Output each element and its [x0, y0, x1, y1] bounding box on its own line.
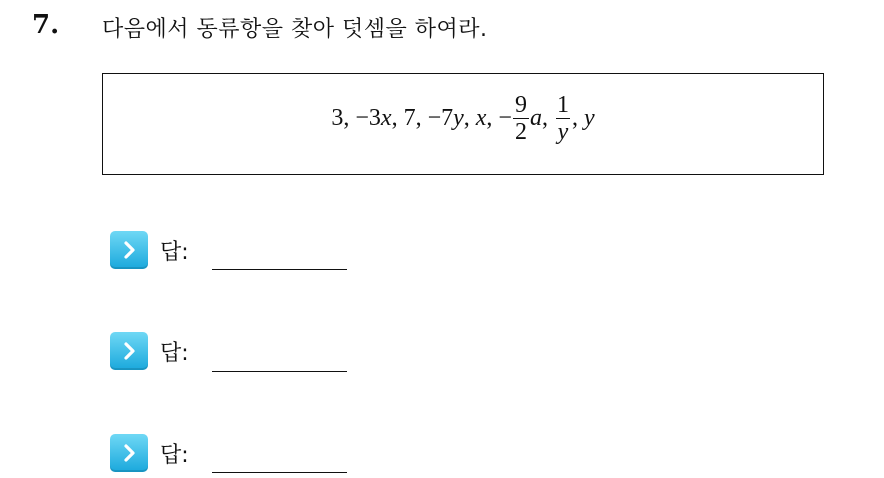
fraction-numerator: 1 [556, 92, 569, 118]
fraction-denominator: 2 [514, 119, 527, 145]
answer-label: 답: [160, 239, 189, 265]
answer-label: 답: [160, 340, 189, 366]
question-number: 7. [32, 10, 60, 40]
answer-blank-1[interactable] [212, 269, 347, 270]
variable: y [583, 105, 595, 131]
question-text: 다음에서 동류항을 찾아 덧셈을 하여라. [102, 17, 488, 42]
term: , − [486, 105, 512, 131]
chevron-right-icon [110, 434, 148, 472]
term: , [571, 105, 584, 131]
answer-row-1 [110, 230, 189, 270]
variable: x [475, 105, 487, 131]
answer-row-2 [110, 331, 189, 371]
variable: a [529, 105, 542, 131]
answer-blank-2[interactable] [212, 371, 347, 372]
answer-row-3 [110, 433, 189, 473]
expression-box [102, 73, 824, 175]
fraction-one-over-y [555, 92, 571, 145]
chevron-right-icon [110, 231, 148, 269]
fraction-numerator: 9 [514, 92, 527, 118]
math-expression [103, 92, 823, 145]
term: , 7, [391, 105, 428, 131]
variable: x [380, 105, 392, 131]
answer-label: 답: [160, 442, 189, 468]
term: , [541, 105, 554, 131]
fraction-nine-halves [513, 92, 529, 145]
term: 3, [331, 105, 356, 131]
variable: y [453, 105, 464, 131]
term: −3 [355, 105, 381, 131]
fraction-denominator: y [557, 119, 569, 145]
term: −7 [427, 105, 454, 131]
chevron-right-icon [110, 332, 148, 370]
term: , [463, 105, 476, 131]
answer-blank-3[interactable] [212, 472, 347, 473]
